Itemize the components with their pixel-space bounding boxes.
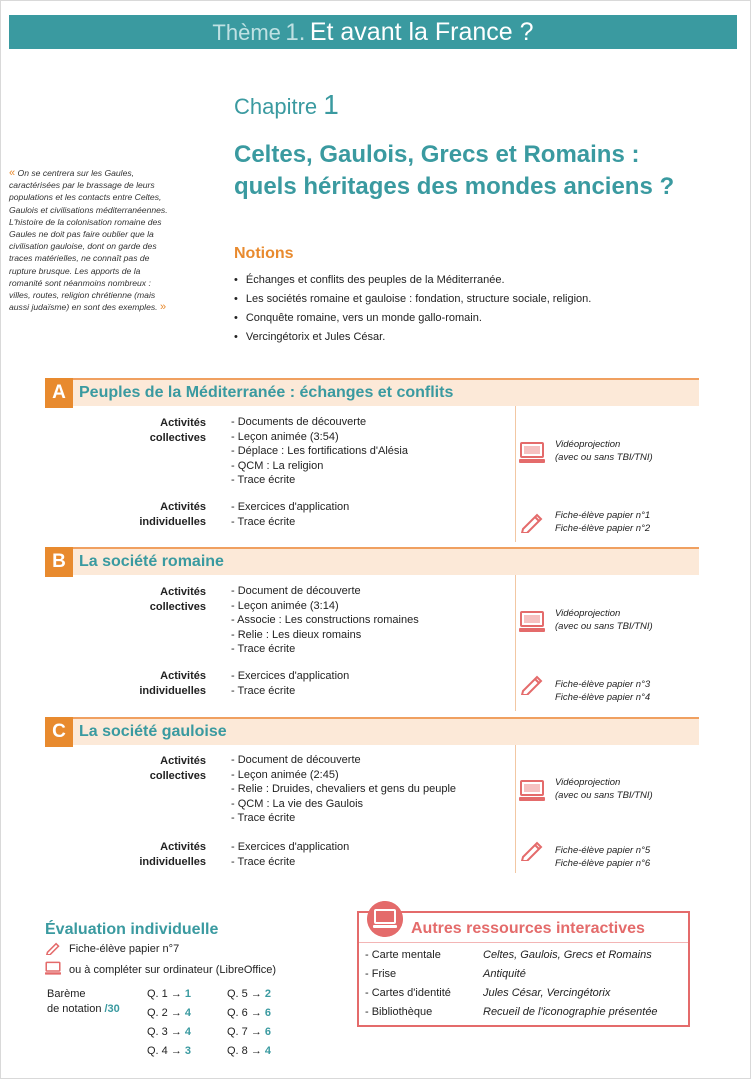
question-label: Q. 4 → [147, 1045, 182, 1057]
monitor-icon [519, 779, 545, 803]
bareme-line-2 [47, 1002, 120, 1017]
section-c-title: La société gauloise [79, 723, 227, 740]
activity-item: - Trace écrite [231, 684, 296, 697]
sheet-line: Fiche-élève papier n°4 [555, 692, 651, 703]
section-a-collective-label [111, 416, 206, 446]
label-line: Activités [160, 841, 206, 853]
quote-open-mark: « [9, 167, 16, 179]
activity-item: - Leçon animée (3:54) [231, 430, 339, 443]
chapter-title-line-2: quels héritages des mondes anciens ? [234, 173, 675, 200]
label-line: collectives [149, 601, 206, 613]
computer-icon [367, 901, 403, 937]
activity-item: - Trace écrite [231, 855, 296, 868]
question-label: Q. 3 → [147, 1026, 182, 1038]
notion-item: • Les sociétés romaine et gauloise : fondation, structure sociale, religion. [234, 290, 591, 309]
monitor-icon [45, 961, 61, 976]
section-a-individual-label [111, 500, 206, 530]
section-c-video-label [555, 776, 653, 802]
score-row [227, 1004, 271, 1023]
theme-number: 1. [285, 19, 306, 46]
question-label: Q. 8 → [227, 1045, 262, 1057]
section-c-divider [515, 745, 516, 873]
video-line: (avec ou sans TBI/TNI) [555, 790, 653, 801]
section-b-header [45, 547, 699, 575]
theme-header-bar [9, 15, 737, 49]
pencil-icon [519, 511, 545, 533]
resource-type: - Cartes d'identité [365, 987, 451, 999]
section-c-collective-label [111, 754, 206, 784]
chapter-word: Chapitre [234, 94, 318, 119]
score-row [227, 985, 271, 1004]
video-line: (avec ou sans TBI/TNI) [555, 621, 653, 632]
section-a-divider [515, 406, 516, 542]
label-line: Activités [160, 586, 206, 598]
resource-title: Antiquité [483, 968, 526, 980]
monitor-icon [519, 610, 545, 634]
video-line: Vidéoprojection [555, 439, 621, 450]
question-label: Q. 5 → [227, 988, 262, 1000]
score-row [227, 1023, 271, 1042]
quote-close-mark: » [159, 301, 167, 314]
label-line: individuelles [139, 685, 206, 697]
activity-item: - Déplace : Les fortifications d'Alésia [231, 445, 408, 458]
activity-item: - Leçon animée (3:14) [231, 599, 339, 612]
activity-item: - Document de découverte [231, 585, 361, 597]
activity-item: - Exercices d'application [231, 841, 350, 853]
other-resources-box [357, 911, 690, 1027]
section-b-video-label [555, 607, 653, 633]
video-line: Vidéoprojection [555, 777, 621, 788]
bareme-label: de notation [47, 1003, 102, 1015]
question-label: Q. 7 → [227, 1026, 262, 1038]
sheet-line: Fiche-élève papier n°5 [555, 845, 651, 856]
sheet-line: Fiche-élève papier n°2 [555, 523, 651, 534]
section-b-sheets [555, 678, 650, 704]
activity-item: - Trace écrite [231, 643, 296, 656]
activity-item: - Associe : Les constructions romaines [231, 614, 419, 627]
score-row [147, 985, 191, 1004]
resource-title: Recueil de l'iconographie présentée [483, 1006, 658, 1018]
section-a-collective-list [231, 415, 408, 488]
notions-title: Notions [234, 245, 294, 262]
section-a-letter: A [45, 378, 73, 408]
question-label: Q. 1 → [147, 988, 182, 1000]
section-c-individual-label [111, 840, 206, 870]
section-a-title: Peuples de la Méditerranée : échanges et conflits [79, 384, 454, 401]
chapter-title-line-1: Celtes, Gaulois, Grecs et Romains : [234, 141, 640, 168]
activity-item: - Leçon animée (2:45) [231, 768, 339, 781]
activity-item: - Document de découverte [231, 754, 361, 766]
section-a-sheets [555, 509, 650, 535]
evaluation-sheet: Fiche-élève papier n°7 [69, 943, 180, 955]
bareme-total: /30 [104, 1003, 120, 1015]
label-line: collectives [149, 770, 206, 782]
resource-type: - Carte mentale [365, 949, 441, 961]
question-label: Q. 6 → [227, 1007, 262, 1019]
question-label: Q. 2 → [147, 1007, 182, 1019]
activity-item: - QCM : La religion [231, 459, 324, 472]
theme-title: Et avant la France ? [309, 18, 534, 46]
evaluation-title: Évaluation individuelle [45, 921, 219, 938]
activity-item: - Relie : Les dieux romains [231, 628, 362, 641]
notion-item: • Vercingétorix et Jules César. [234, 328, 591, 347]
resource-title: Jules César, Vercingétorix [483, 987, 611, 999]
scores-right [227, 985, 271, 1061]
resource-type: - Bibliothèque [365, 1006, 433, 1018]
chapter-title [234, 139, 734, 203]
score-row [227, 1042, 271, 1061]
activity-item: - Exercices d'application [231, 670, 350, 682]
other-resources-header [359, 913, 688, 943]
section-b-collective-label [111, 585, 206, 615]
question-points: 2 [264, 988, 272, 1000]
section-a-individual-list [231, 500, 349, 529]
section-a-header [45, 378, 699, 406]
notion-item: • Conquête romaine, vers un monde gallo-romain. [234, 309, 591, 328]
video-line: (avec ou sans TBI/TNI) [555, 452, 653, 463]
score-row [147, 1042, 191, 1061]
theme-prefix: Thème [212, 20, 281, 45]
score-row [147, 1004, 191, 1023]
question-points: 6 [264, 1026, 272, 1038]
label-line: Activités [160, 501, 206, 513]
label-line: Activités [160, 417, 206, 429]
activity-item: - Relie : Druides, chevaliers et gens du peuple [231, 783, 457, 796]
resource-type: - Frise [365, 968, 397, 980]
question-points: 3 [184, 1045, 192, 1057]
label-line: individuelles [139, 516, 206, 528]
section-b-title: La société romaine [79, 553, 224, 570]
activity-item: - Exercices d'application [231, 501, 350, 513]
other-resources-title: Autres ressources interactives [411, 920, 645, 937]
quote-text: On se centrera sur les Gaules, caractérisées par le brassage de leurs populations et les contacts entre Celtes, Gaulois et civilisations méditerranéennes. L'histoire de la colonisation romaine des Gaules ne doit pas faire oublier que la civilisation gauloise, dont on garde des traces matérielles, ne connaît pas de rupture brusque. Les apports de la romanité sont néanmoins nombreux : villes, routes, religion chrétienne (mais aussi judaïsme) en sont des exemples. [9, 168, 168, 313]
section-b-individual-list [231, 669, 349, 698]
monitor-icon [519, 441, 545, 465]
bareme [47, 987, 120, 1017]
pencil-icon [519, 673, 545, 695]
label-line: individuelles [139, 856, 206, 868]
sheet-line: Fiche-élève papier n°3 [555, 679, 651, 690]
section-a-video-label [555, 438, 653, 464]
video-line: Vidéoprojection [555, 608, 621, 619]
pencil-icon [45, 941, 61, 955]
evaluation-computer: ou à compléter sur ordinateur (LibreOffice) [69, 964, 277, 976]
question-points: 4 [264, 1045, 272, 1057]
score-row [147, 1023, 191, 1042]
section-c-individual-list [231, 840, 349, 869]
section-c-header [45, 717, 699, 745]
section-c-sheets [555, 844, 650, 870]
question-points: 4 [184, 1007, 192, 1019]
section-b-collective-list [231, 584, 419, 657]
section-c-collective-list [231, 753, 456, 826]
label-line: Activités [160, 670, 206, 682]
activity-item: - Trace écrite [231, 812, 296, 825]
resource-title: Celtes, Gaulois, Grecs et Romains [483, 949, 652, 961]
notions-list [234, 271, 591, 347]
sheet-line: Fiche-élève papier n°6 [555, 858, 651, 869]
notion-item: • Échanges et conflits des peuples de la Méditerranée. [234, 271, 591, 290]
section-b-letter: B [45, 547, 73, 577]
program-quote [9, 167, 169, 313]
activity-item: - Trace écrite [231, 515, 296, 528]
bareme-line-1: Barème [47, 988, 86, 1000]
question-points: 6 [264, 1007, 272, 1019]
scores-left [147, 985, 191, 1061]
section-b-individual-label [111, 669, 206, 699]
chapter-number: 1 [323, 89, 339, 120]
activity-item: - Trace écrite [231, 474, 296, 487]
pencil-icon [519, 839, 545, 861]
activity-item: - QCM : La vie des Gaulois [231, 797, 364, 810]
question-points: 4 [184, 1026, 192, 1038]
activity-item: - Documents de découverte [231, 416, 367, 428]
sheet-line: Fiche-élève papier n°1 [555, 510, 651, 521]
section-b-divider [515, 575, 516, 711]
chapter-label [234, 89, 339, 121]
label-line: collectives [149, 432, 206, 444]
question-points: 1 [184, 988, 192, 1000]
section-c-letter: C [45, 717, 73, 747]
label-line: Activités [160, 755, 206, 767]
